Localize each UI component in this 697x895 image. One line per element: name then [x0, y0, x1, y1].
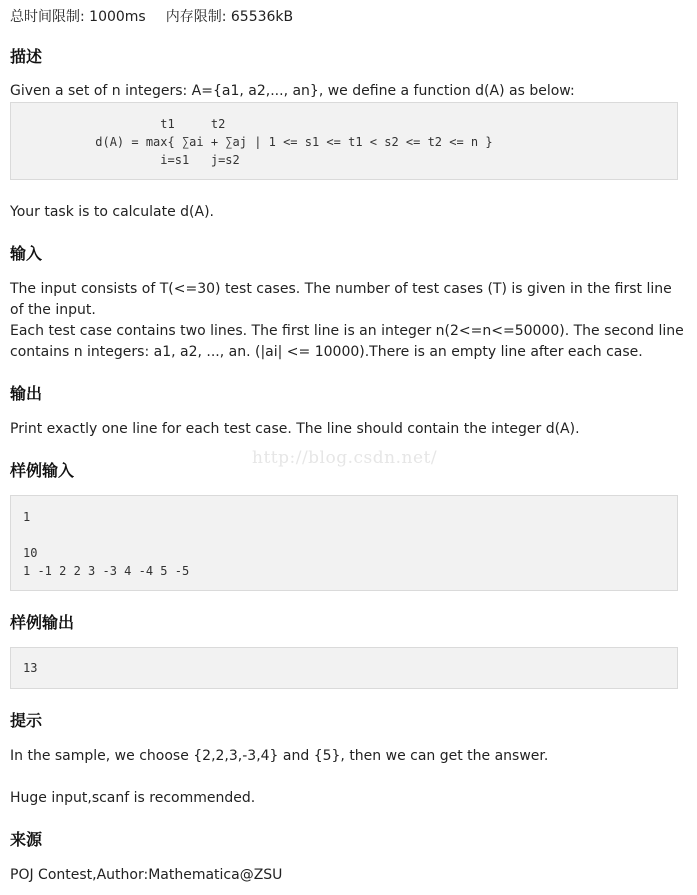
source-heading: 来源 [10, 830, 43, 849]
hint-heading: 提示 [10, 711, 43, 730]
sample-input-box [10, 495, 678, 591]
description-heading: 描述 [10, 47, 43, 66]
input-heading: 输入 [10, 244, 43, 263]
input-para-1: The input consists of T(<=30) test cases. The number of test cases (T) is given in the first line of the input. [10, 281, 672, 318]
hint-text-1: In the sample, we choose {2,2,3,-3,4} and {5}, then we can get the answer. [10, 748, 549, 764]
sample-output-text: 13 [23, 661, 38, 675]
hint-text-2: Huge input,scanf is recommended. [10, 790, 256, 806]
input-para-2: Each test case contains two lines. The first line is an integer n(2<=n<=50000). The second line contains n integers: a1, a2, ..., an. (|ai| <= 10000).There is an empty line after each case. [10, 323, 684, 360]
output-text: Print exactly one line for each test case. The line should contain the integer d(A). [10, 421, 580, 437]
watermark: http://blog.csdn.net/ [252, 448, 438, 468]
sample-output-heading: 样例输出 [10, 613, 75, 632]
description-intro: Given a set of n integers: A={a1, a2,..., an}, we define a function d(A) as below: [10, 83, 575, 99]
sample-input-text: 1 10 1 -1 2 2 3 -3 4 -4 5 -5 [23, 510, 190, 578]
source-text: POJ Contest,Author:Mathematica@ZSU [10, 867, 283, 883]
limits-line [10, 6, 313, 26]
sample-output-box [10, 647, 678, 689]
time-limit: 总时间限制: 1000ms [10, 9, 146, 25]
memory-limit: 内存限制: 65536kB [165, 9, 294, 25]
sample-input-heading: 样例输入 [10, 461, 75, 480]
task-text: Your task is to calculate d(A). [10, 204, 214, 220]
output-heading: 输出 [10, 384, 43, 403]
formula-text: t1 t2 d(A) = max{ ∑ai + ∑aj | 1 <= s1 <= t1 < s2 <= t2 <= n } i=s1 j=s2 [95, 117, 493, 167]
formula-box [10, 102, 678, 180]
